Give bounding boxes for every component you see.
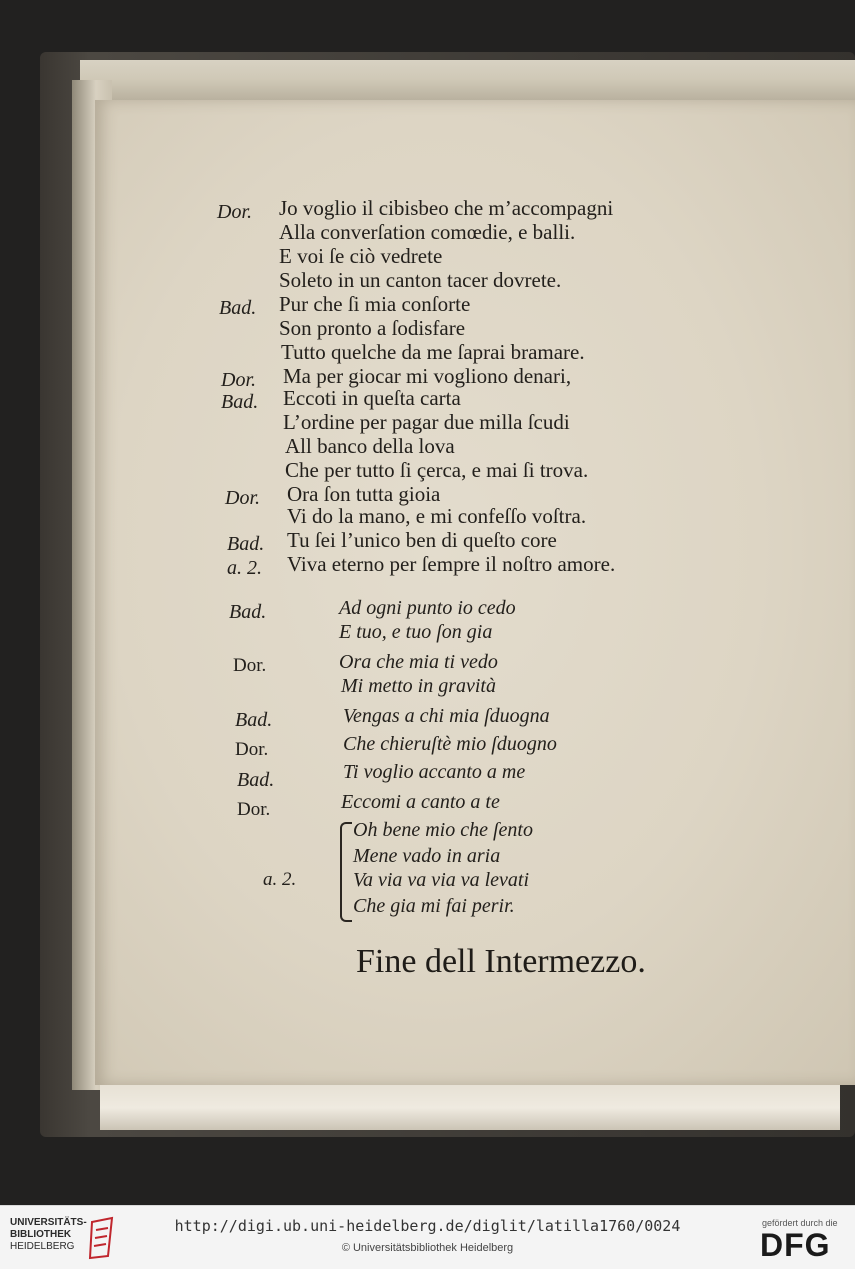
verse-line: Tu ſei l’unico ben di queſto core bbox=[287, 528, 557, 552]
speaker-label: Bad. bbox=[221, 391, 259, 413]
verse-line: Che per tutto ſi çerca, e mai ſi trova. bbox=[285, 458, 589, 482]
duet-line: Mene vado in aria bbox=[353, 845, 501, 867]
library-name-line: BIBLIOTHEK bbox=[10, 1229, 72, 1240]
speaker-label: Dor. bbox=[233, 655, 267, 676]
verse-line: Ora ſon tutta gioia bbox=[287, 482, 441, 506]
verse-line: Viva eterno per ſempre il noſtro amore. bbox=[287, 552, 616, 576]
verse-line: E voi ſe ciò vedrete bbox=[279, 244, 443, 268]
duet-line: Ti voglio accanto a me bbox=[343, 761, 526, 783]
library-name-line: UNIVERSITÄTS- bbox=[10, 1217, 87, 1228]
funding-note: gefördert durch die bbox=[762, 1218, 838, 1228]
verse-line: Tutto quelche da me ſaprai bramare. bbox=[281, 340, 585, 364]
closing-title: Fine dell Intermezzo. bbox=[356, 943, 646, 980]
verse-line: Jo voglio il cibisbeo che m’accompagni bbox=[279, 196, 614, 220]
verse-line: Alla converſation comœdie, e balli. bbox=[279, 220, 576, 244]
duet-line: Ora che mia ti vedo bbox=[339, 651, 498, 673]
speaker-label: Bad. bbox=[237, 769, 275, 791]
speaker-label: Bad. bbox=[235, 709, 273, 731]
verse-line: Son pronto a ſodisfare bbox=[279, 316, 466, 340]
speaker-label: Bad. bbox=[219, 297, 257, 319]
verse-line: Ma per giocar mi vogliono denari, bbox=[283, 364, 572, 388]
duet-line: Oh bene mio che ſento bbox=[353, 819, 533, 841]
duet-brace bbox=[340, 822, 352, 922]
book-page bbox=[95, 100, 855, 1085]
speaker-label: a. 2. bbox=[227, 557, 262, 579]
duet-line: Vengas a chi mia ſduogna bbox=[343, 705, 550, 727]
copyright-notice: © Universitätsbibliothek Heidelberg bbox=[341, 1242, 514, 1254]
permalink-url[interactable]: http://digi.ub.uni-heidelberg.de/diglit/latilla1760/0024 bbox=[174, 1217, 681, 1235]
dfg-logo[interactable]: DFG bbox=[760, 1227, 831, 1263]
duet-line: Va via va via va levati bbox=[353, 869, 530, 891]
speaker-label: Dor. bbox=[237, 799, 271, 820]
speaker-label: Bad. bbox=[227, 533, 265, 555]
verse-line: All banco della lova bbox=[285, 434, 455, 458]
library-name-line: HEIDELBERG bbox=[10, 1241, 75, 1252]
verse-line: Soleto in un canton tacer dovrete. bbox=[279, 268, 562, 292]
viewer-footer bbox=[0, 1205, 855, 1269]
duet-line: Ad ogni punto io cedo bbox=[339, 597, 516, 619]
speaker-label: Dor. bbox=[225, 487, 261, 509]
speaker-label: Dor. bbox=[221, 369, 257, 391]
duet-line: Che gia mi fai perir. bbox=[353, 895, 515, 917]
duet-line: Che chieruſtè mio ſduogno bbox=[343, 733, 557, 755]
duet-line: E tuo, e tuo ſon gia bbox=[339, 621, 493, 643]
speaker-label: Dor. bbox=[235, 739, 269, 760]
page-stack-top bbox=[80, 60, 855, 100]
speaker-label: Dor. bbox=[217, 201, 253, 223]
duet-line: Eccomi a canto a te bbox=[341, 791, 500, 813]
verse-line: Vi do la mano, e mi confeſſo voſtra. bbox=[287, 504, 587, 528]
speaker-label: a. 2. bbox=[263, 869, 297, 890]
verse-line: Eccoti in queſta carta bbox=[283, 386, 461, 410]
verse-line: Pur che ſi mia conſorte bbox=[279, 292, 471, 316]
speaker-label: Bad. bbox=[229, 601, 267, 623]
verse-line: L’ordine per pagar due milla ſcudi bbox=[283, 410, 570, 434]
duet-line: Mi metto in gravità bbox=[341, 675, 496, 697]
